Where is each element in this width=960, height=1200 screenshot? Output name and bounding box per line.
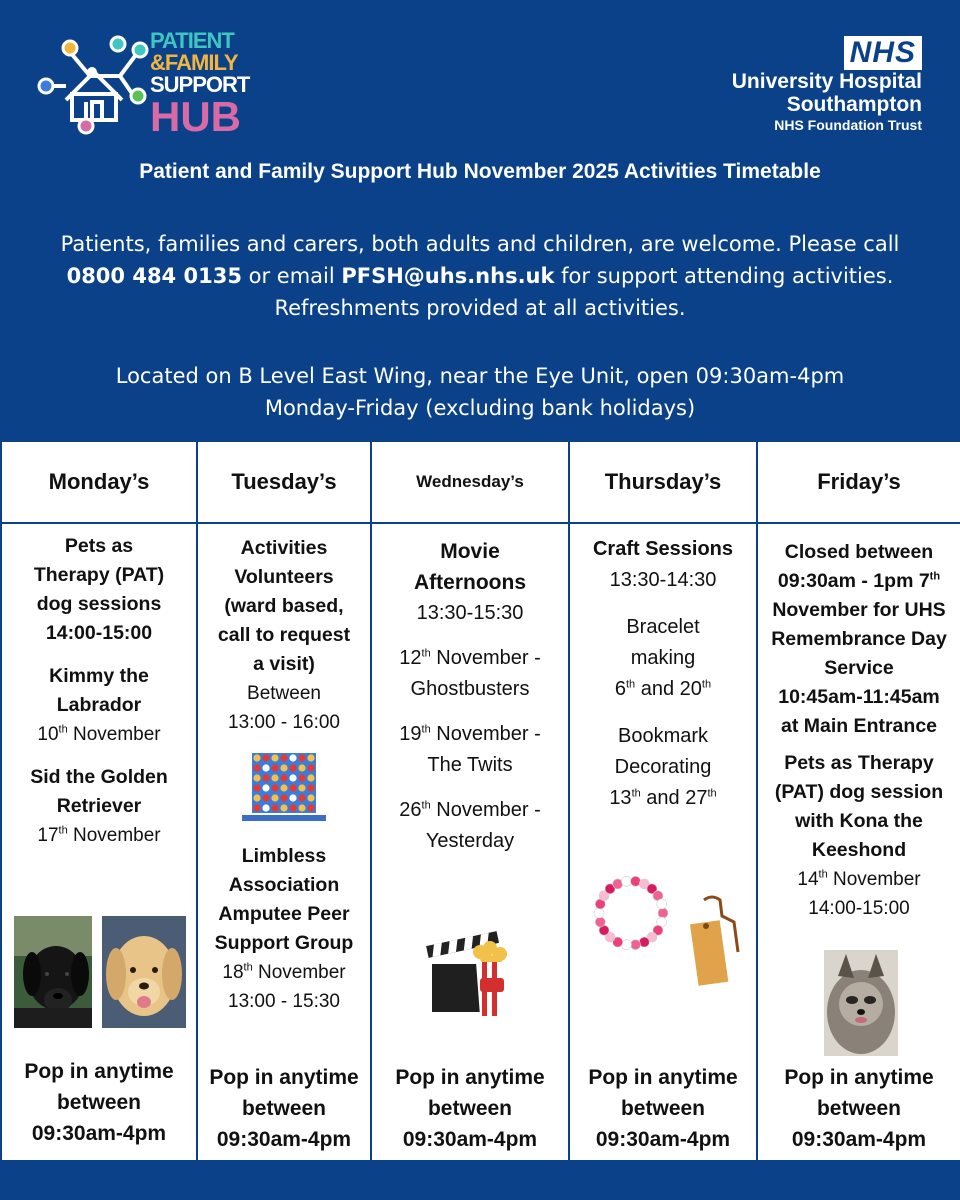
- golden-retriever-photo-icon: [102, 916, 186, 1028]
- day-header: Monday’s: [2, 442, 196, 524]
- activity-title: (PAT) dog session: [774, 781, 944, 803]
- email-address[interactable]: PFSH@uhs.nhs.uk: [341, 264, 555, 288]
- activity-title: with Kona the: [795, 810, 923, 832]
- pop-in-line: 09:30am-4pm: [595, 1128, 731, 1151]
- hub-logo-line: HUB: [150, 93, 241, 140]
- activity-title: Pets as Therapy: [784, 752, 934, 774]
- pop-in-text: [758, 1062, 960, 1155]
- activity-time: 14:00-15:00: [45, 622, 153, 644]
- phone-number[interactable]: 0800 484 0135: [66, 264, 242, 288]
- pop-in-line: Pop in anytime: [24, 1060, 174, 1083]
- wednesday-content: [372, 524, 568, 857]
- activity-time: 13:30-15:30: [416, 602, 524, 624]
- thursday-content: [570, 524, 756, 814]
- pop-in-line: 09:30am-4pm: [402, 1128, 538, 1151]
- closure-notice: Remembrance Day: [771, 628, 947, 650]
- activity-title: Volunteers: [234, 566, 334, 588]
- hub-logo-line: SUPPORT: [150, 72, 250, 97]
- activity-title: Movie: [440, 540, 500, 563]
- movie-title: The Twits: [427, 754, 513, 776]
- dog-name: Kimmy the: [49, 665, 149, 687]
- page-title: Patient and Family Support Hub November 2025 Activities Timetable: [139, 160, 821, 183]
- intro-connector: for support attending activities.: [554, 264, 894, 288]
- pop-in-text: [198, 1062, 370, 1155]
- activity-time: 14:00-15:00: [808, 898, 910, 919]
- closure-notice: 10:45am-11:45am: [778, 686, 940, 708]
- activity-title: Support Group: [214, 932, 354, 954]
- pop-in-line: 09:30am-4pm: [791, 1128, 927, 1151]
- day-header: Friday’s: [758, 442, 960, 524]
- movie-date: 12th November -: [399, 647, 541, 669]
- bracelet-icon: [590, 872, 672, 954]
- closure-notice: Closed between: [784, 541, 934, 563]
- keeshond-photo-icon: [824, 950, 898, 1056]
- dog-name: Retriever: [56, 795, 142, 817]
- activity-date: 14th November: [797, 868, 921, 890]
- pop-in-line: between: [620, 1097, 706, 1120]
- location-line: Located on B Level East Wing, near the Eye Unit, open 09:30am-4pm: [115, 364, 845, 388]
- craft-name: Decorating: [614, 756, 712, 778]
- tuesday-column: [198, 442, 372, 1160]
- activity-title: Limbless: [241, 845, 327, 867]
- friday-column: [758, 442, 960, 1160]
- activity-date: 18th November: [222, 961, 346, 983]
- intro-text: [20, 228, 940, 324]
- pop-in-line: 09:30am-4pm: [31, 1122, 167, 1145]
- activity-title: Pets as: [64, 535, 134, 557]
- nhs-hospital-city: Southampton: [786, 93, 922, 116]
- activity-title: a visit): [253, 653, 315, 675]
- activity-title: Craft Sessions: [592, 538, 734, 560]
- intro-line: Refreshments provided at all activities.: [274, 296, 686, 320]
- pop-in-line: Pop in anytime: [395, 1066, 545, 1089]
- activity-time: 13:00 - 15:30: [228, 991, 340, 1012]
- wednesday-column: [372, 442, 570, 1160]
- pop-in-line: between: [241, 1097, 327, 1120]
- closure-notice: 09:30am - 1pm 7th: [777, 570, 941, 592]
- timetable: [2, 442, 960, 1160]
- dog-name: Sid the Golden: [30, 766, 168, 788]
- activity-title: Keeshond: [811, 839, 907, 861]
- pop-in-text: [570, 1062, 756, 1155]
- clapperboard-popcorn-icon: [426, 922, 518, 1022]
- intro-line: Patients, families and carers, both adults and children, are welcome. Please call: [60, 232, 900, 256]
- day-header: Thursday’s: [570, 442, 756, 524]
- intro-line: [20, 260, 940, 292]
- movie-date: 19th November -: [399, 723, 541, 745]
- location-line: Monday-Friday (excluding bank holidays): [264, 396, 696, 420]
- activity-title: call to request: [217, 624, 351, 646]
- pop-in-line: between: [56, 1091, 142, 1114]
- activity-date: 17th November: [37, 824, 161, 846]
- activity-time: 13:30-14:30: [609, 569, 717, 591]
- activity-date: 10th November: [37, 723, 161, 745]
- activity-text: Between: [247, 683, 321, 704]
- movie-date: 26th November -: [399, 799, 541, 821]
- activity-title: Amputee Peer: [218, 903, 350, 925]
- activity-title: (ward based,: [224, 595, 344, 617]
- dog-name: Labrador: [56, 694, 142, 716]
- movie-title: Ghostbusters: [410, 678, 530, 700]
- tuesday-content: [198, 524, 370, 1016]
- connect-four-game-icon: [238, 751, 330, 823]
- craft-dates: 6th and 20th: [614, 678, 712, 700]
- pop-in-line: 09:30am-4pm: [216, 1128, 352, 1151]
- day-header: Wednesday’s: [372, 442, 568, 524]
- activity-title: Afternoons: [414, 571, 526, 594]
- craft-dates: 13th and 27th: [609, 787, 717, 809]
- labrador-photo-icon: [14, 916, 92, 1028]
- craft-name: making: [630, 647, 696, 669]
- pop-in-line: Pop in anytime: [784, 1066, 934, 1089]
- nhs-hospital-name: University Hospital: [731, 70, 922, 93]
- monday-column: [2, 442, 198, 1160]
- thursday-column: [570, 442, 758, 1160]
- activity-title: Association: [228, 874, 340, 896]
- day-header: Tuesday’s: [198, 442, 370, 524]
- hub-logo-text: [150, 30, 249, 138]
- pop-in-line: between: [427, 1097, 513, 1120]
- pop-in-line: Pop in anytime: [209, 1066, 359, 1089]
- pop-in-line: Pop in anytime: [588, 1066, 738, 1089]
- monday-content: [2, 524, 196, 850]
- nhs-trust: NHS Foundation Trust: [774, 117, 922, 133]
- nhs-badge: NHS: [844, 36, 922, 70]
- closure-notice: November for UHS: [772, 599, 946, 621]
- bookmark-icon: [682, 892, 744, 992]
- movie-title: Yesterday: [425, 830, 515, 852]
- activity-time: 13:00 - 16:00: [228, 712, 340, 733]
- pop-in-text: [372, 1062, 568, 1155]
- activity-title: Therapy (PAT): [33, 564, 165, 586]
- location-text: [20, 360, 940, 424]
- hub-logo-line: &FAMILY: [150, 50, 238, 75]
- intro-connector: or email: [241, 264, 342, 288]
- pop-in-line: between: [816, 1097, 902, 1120]
- nhs-logo: [732, 36, 922, 134]
- pop-in-text: [2, 1056, 196, 1149]
- craft-name: Bookmark: [617, 725, 709, 747]
- friday-content: [758, 524, 960, 923]
- hub-logo-line: PATIENT: [150, 28, 234, 53]
- activity-title: dog sessions: [36, 593, 162, 615]
- craft-name: Bracelet: [626, 616, 700, 638]
- closure-notice: Service: [824, 657, 894, 679]
- activity-title: Activities: [240, 537, 328, 559]
- closure-notice: at Main Entrance: [780, 715, 938, 737]
